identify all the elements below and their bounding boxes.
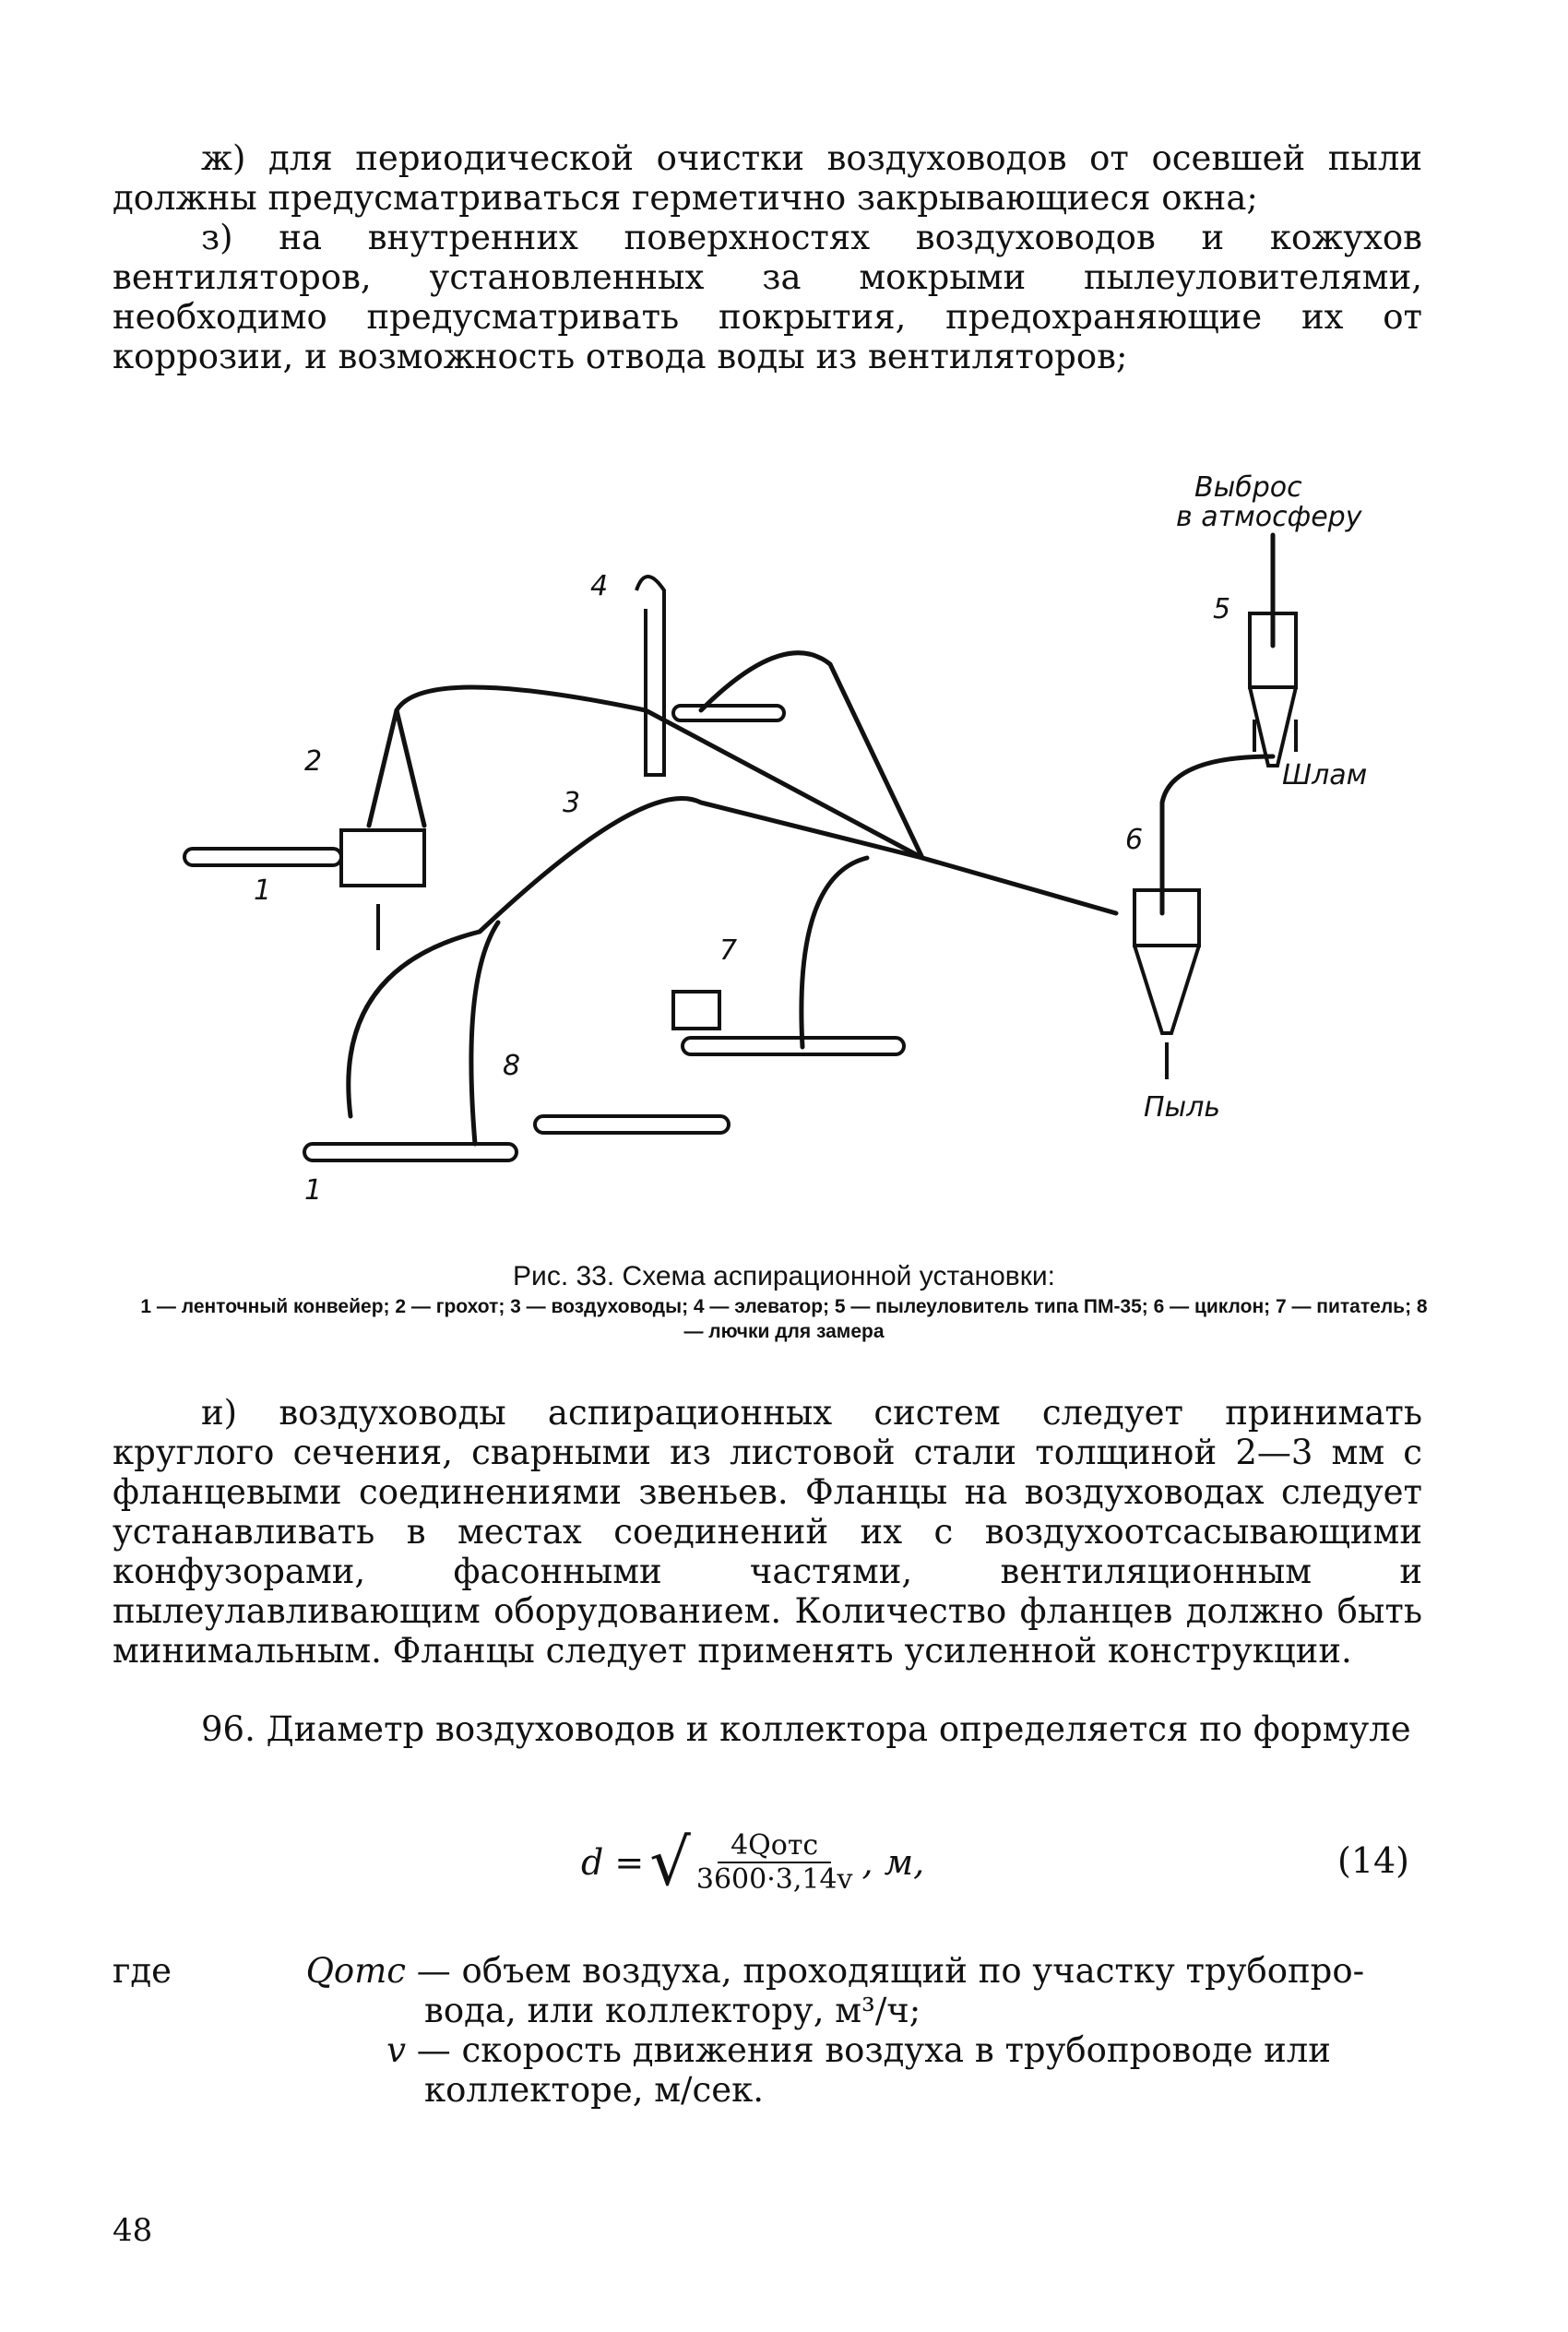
item-zh: ж) для периодической очистки воздуховодов от осевшей пыли должны предусматриваться герметично закрывающиеся окна; xyxy=(113,138,1422,218)
label-3: 3 xyxy=(563,787,581,819)
sqrt-icon: √ xyxy=(649,1825,691,1900)
duct-7 xyxy=(802,858,867,1047)
item-z: з) на внутренних поверхностях воздуховодов и кожухов вентиляторов, установленных за мокрыми пылеуловителями, необходимо предусматривать покрытия, предохраняющие их от коррозии, и возможность отвода воды из вентиляторов; xyxy=(113,218,1422,376)
label-exhaust-2: в атмосферу xyxy=(1176,501,1362,533)
formula-lhs: d = xyxy=(581,1842,645,1883)
def-text: — скорость движения воздуха в трубопроводе или xyxy=(416,2030,1331,2070)
feeder-7 xyxy=(673,992,719,1029)
label-4: 4 xyxy=(590,570,609,602)
def-symbol: Qотс xyxy=(305,1951,406,1991)
para-96: 96. Диаметр воздуховодов и коллектора определяется по формуле xyxy=(201,1709,1411,1749)
def-cont: вода, или коллектору, м³/ч; xyxy=(424,1991,921,2030)
def-qotc xyxy=(277,1951,1425,2030)
label-dust: Пыль xyxy=(1144,1091,1221,1124)
def-symbol: v xyxy=(386,2030,406,2070)
label-1b: 1 xyxy=(304,1174,323,1207)
def-text: — объем воздуха, проходящий по участку трубопро- xyxy=(416,1951,1365,1991)
label-sludge: Шлам xyxy=(1282,759,1368,791)
conveyor-bottom-right xyxy=(535,1116,729,1133)
conveyor-bottom xyxy=(304,1144,517,1160)
formula-unit: , м, xyxy=(861,1842,925,1883)
def-cont: коллекторе, м/сек. xyxy=(424,2070,765,2110)
label-6: 6 xyxy=(1125,824,1144,856)
item-i: и) воздуховоды аспирационных систем следует принимать круглого сечения, сварными из листовой стали толщиной 2—3 мм с фланцевыми соединениями звеньев. Фланцы на воздуховодах следует устанавливать в местах соединений их с воздухоотсасывающими конфузорами, фасонными частями, вентиляционным и пылеулавливающим оборудованием. Количество фланцев должно быть минимальным. Фланцы следует применять усиленной конструкции. xyxy=(113,1393,1422,1671)
screen-2 xyxy=(341,830,424,886)
duct-lower-left xyxy=(349,799,922,1117)
aspiration-diagram xyxy=(0,443,1568,1255)
caption-title: Рис. 33. Схема аспирационной установки: xyxy=(513,1261,1055,1291)
page-number: 48 xyxy=(113,2212,153,2249)
formula-denominator: 3600·3,14v xyxy=(695,1863,853,1896)
label-2: 2 xyxy=(304,745,323,778)
conveyor-left xyxy=(184,849,341,865)
duct-2-branch xyxy=(369,710,424,826)
conveyor-7 xyxy=(683,1038,904,1054)
equation-number: (14) xyxy=(1337,1840,1410,1881)
def-v xyxy=(277,2030,1425,2110)
label-exhaust-1: Выброс xyxy=(1194,471,1302,504)
formula-numerator: 4Qотс xyxy=(718,1829,831,1863)
label-7: 7 xyxy=(719,934,738,967)
conveyor-elevator xyxy=(673,706,784,720)
duct-8 xyxy=(471,922,498,1144)
cyclone-6 xyxy=(1134,890,1199,946)
formula-fraction xyxy=(696,1829,853,1896)
label-8: 8 xyxy=(503,1050,521,1082)
elevator xyxy=(636,577,664,775)
label-5: 5 xyxy=(1213,593,1231,625)
label-1a: 1 xyxy=(254,874,272,907)
formula-14 xyxy=(581,1825,924,1900)
figure-caption xyxy=(138,1259,1430,1344)
caption-legend: 1 — ленточный конвейер; 2 — грохот; 3 — воздуховоды; 4 — элеватор; 5 — пылеуловитель типа ПМ-35; 6 — циклон; 7 — питатель; 8 — лючки для замера xyxy=(140,1296,1428,1342)
where-word: где xyxy=(113,1951,172,1991)
